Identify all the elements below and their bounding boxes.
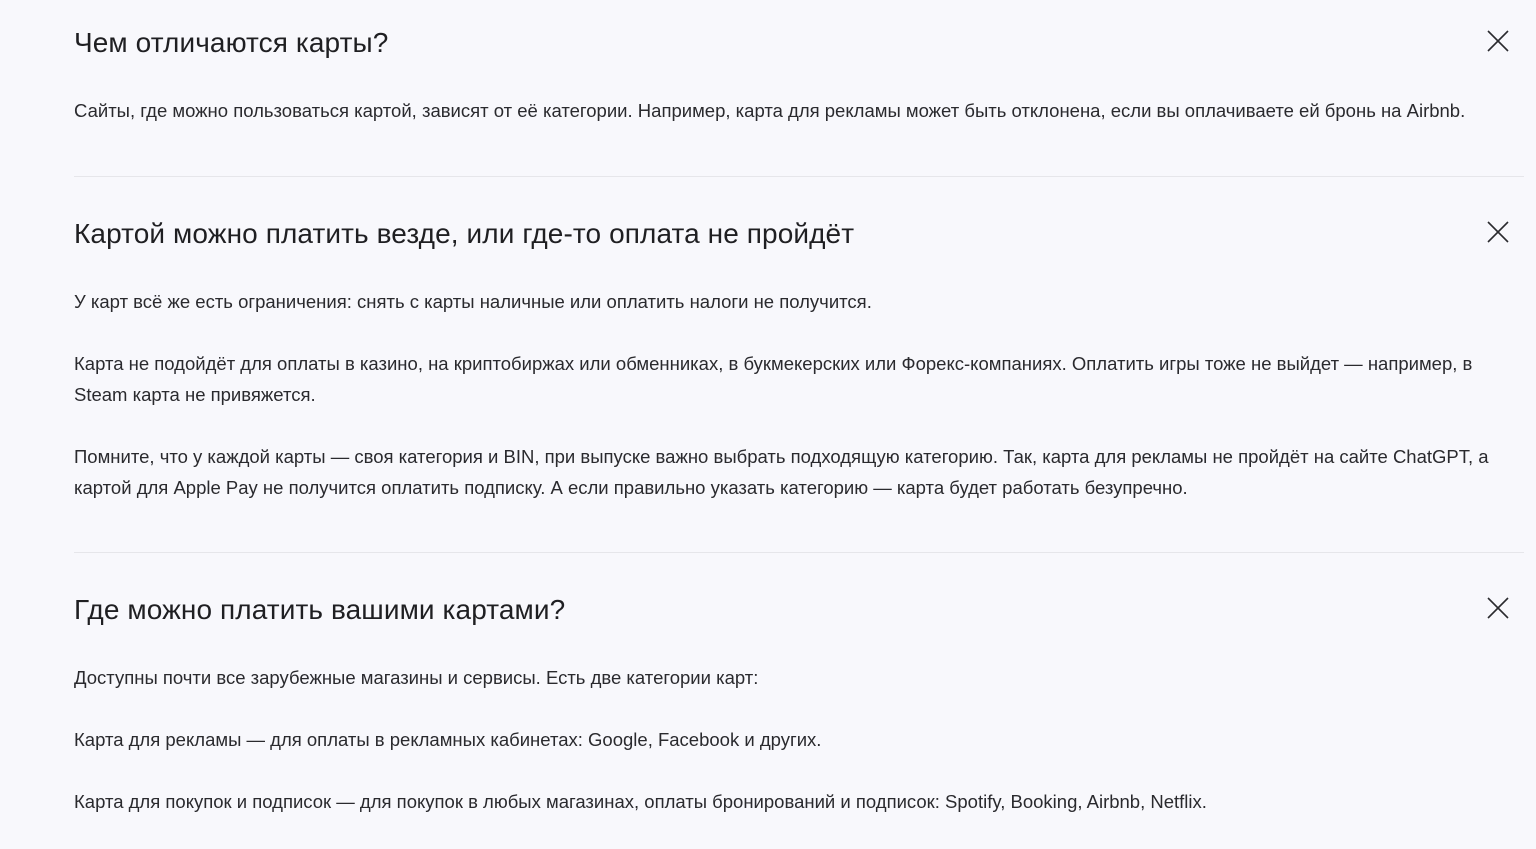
faq-question-title[interactable]: Где можно платить вашими картами? (74, 594, 566, 625)
collapse-button[interactable] (1486, 29, 1510, 53)
faq-answer (74, 662, 1524, 817)
answer-paragraph: Карта для рекламы — для оплаты в рекламных кабинетах: Google, Facebook и других. (74, 729, 822, 750)
faq-answer (74, 95, 1524, 126)
faq-answer (74, 286, 1524, 503)
faq-question-title[interactable]: Картой можно платить везде, или где-то оплата не пройдёт (74, 218, 855, 249)
close-icon (1486, 29, 1510, 53)
faq-item-supported-merchants (74, 553, 1524, 849)
faq-item-where-to-pay (74, 177, 1524, 553)
answer-paragraph: Карта для покупок и подписок — для покупок в любых магазинах, оплаты бронирований и подписок: Spotify, Booking, Airbnb, Netflix. (74, 791, 1207, 812)
collapse-button[interactable] (1486, 596, 1510, 620)
answer-paragraph: У карт всё же есть ограничения: снять с карты наличные или оплатить налоги не получится. (74, 291, 872, 312)
close-icon (1486, 596, 1510, 620)
faq-item-card-differences (74, 0, 1524, 177)
answer-paragraph: Карта не подойдёт для оплаты в казино, на криптобиржах или обменниках, в букмекерских или Форекс-компаниях. Оплатить игры тоже не выйдет — например, в Steam карта не привяжется. (74, 353, 1473, 405)
faq-question-title[interactable]: Чем отличаются карты? (74, 27, 389, 58)
answer-paragraph: Сайты, где можно пользоваться картой, зависят от её категории. Например, карта для рекламы может быть отклонена, если вы оплачиваете ей бронь на Airbnb. (74, 100, 1466, 121)
faq-accordion (74, 0, 1524, 849)
answer-paragraph: Доступны почти все зарубежные магазины и сервисы. Есть две категории карт: (74, 667, 759, 688)
answer-paragraph: Помните, что у каждой карты — своя категория и BIN, при выпуске важно выбрать подходящую категорию. Так, карта для рекламы не пройдёт на сайте ChatGPT, а картой для Apple Pay не получится оплатить подписку. А если правильно указать категорию — карта будет работать безупречно. (74, 446, 1489, 498)
collapse-button[interactable] (1486, 220, 1510, 244)
close-icon (1486, 220, 1510, 244)
